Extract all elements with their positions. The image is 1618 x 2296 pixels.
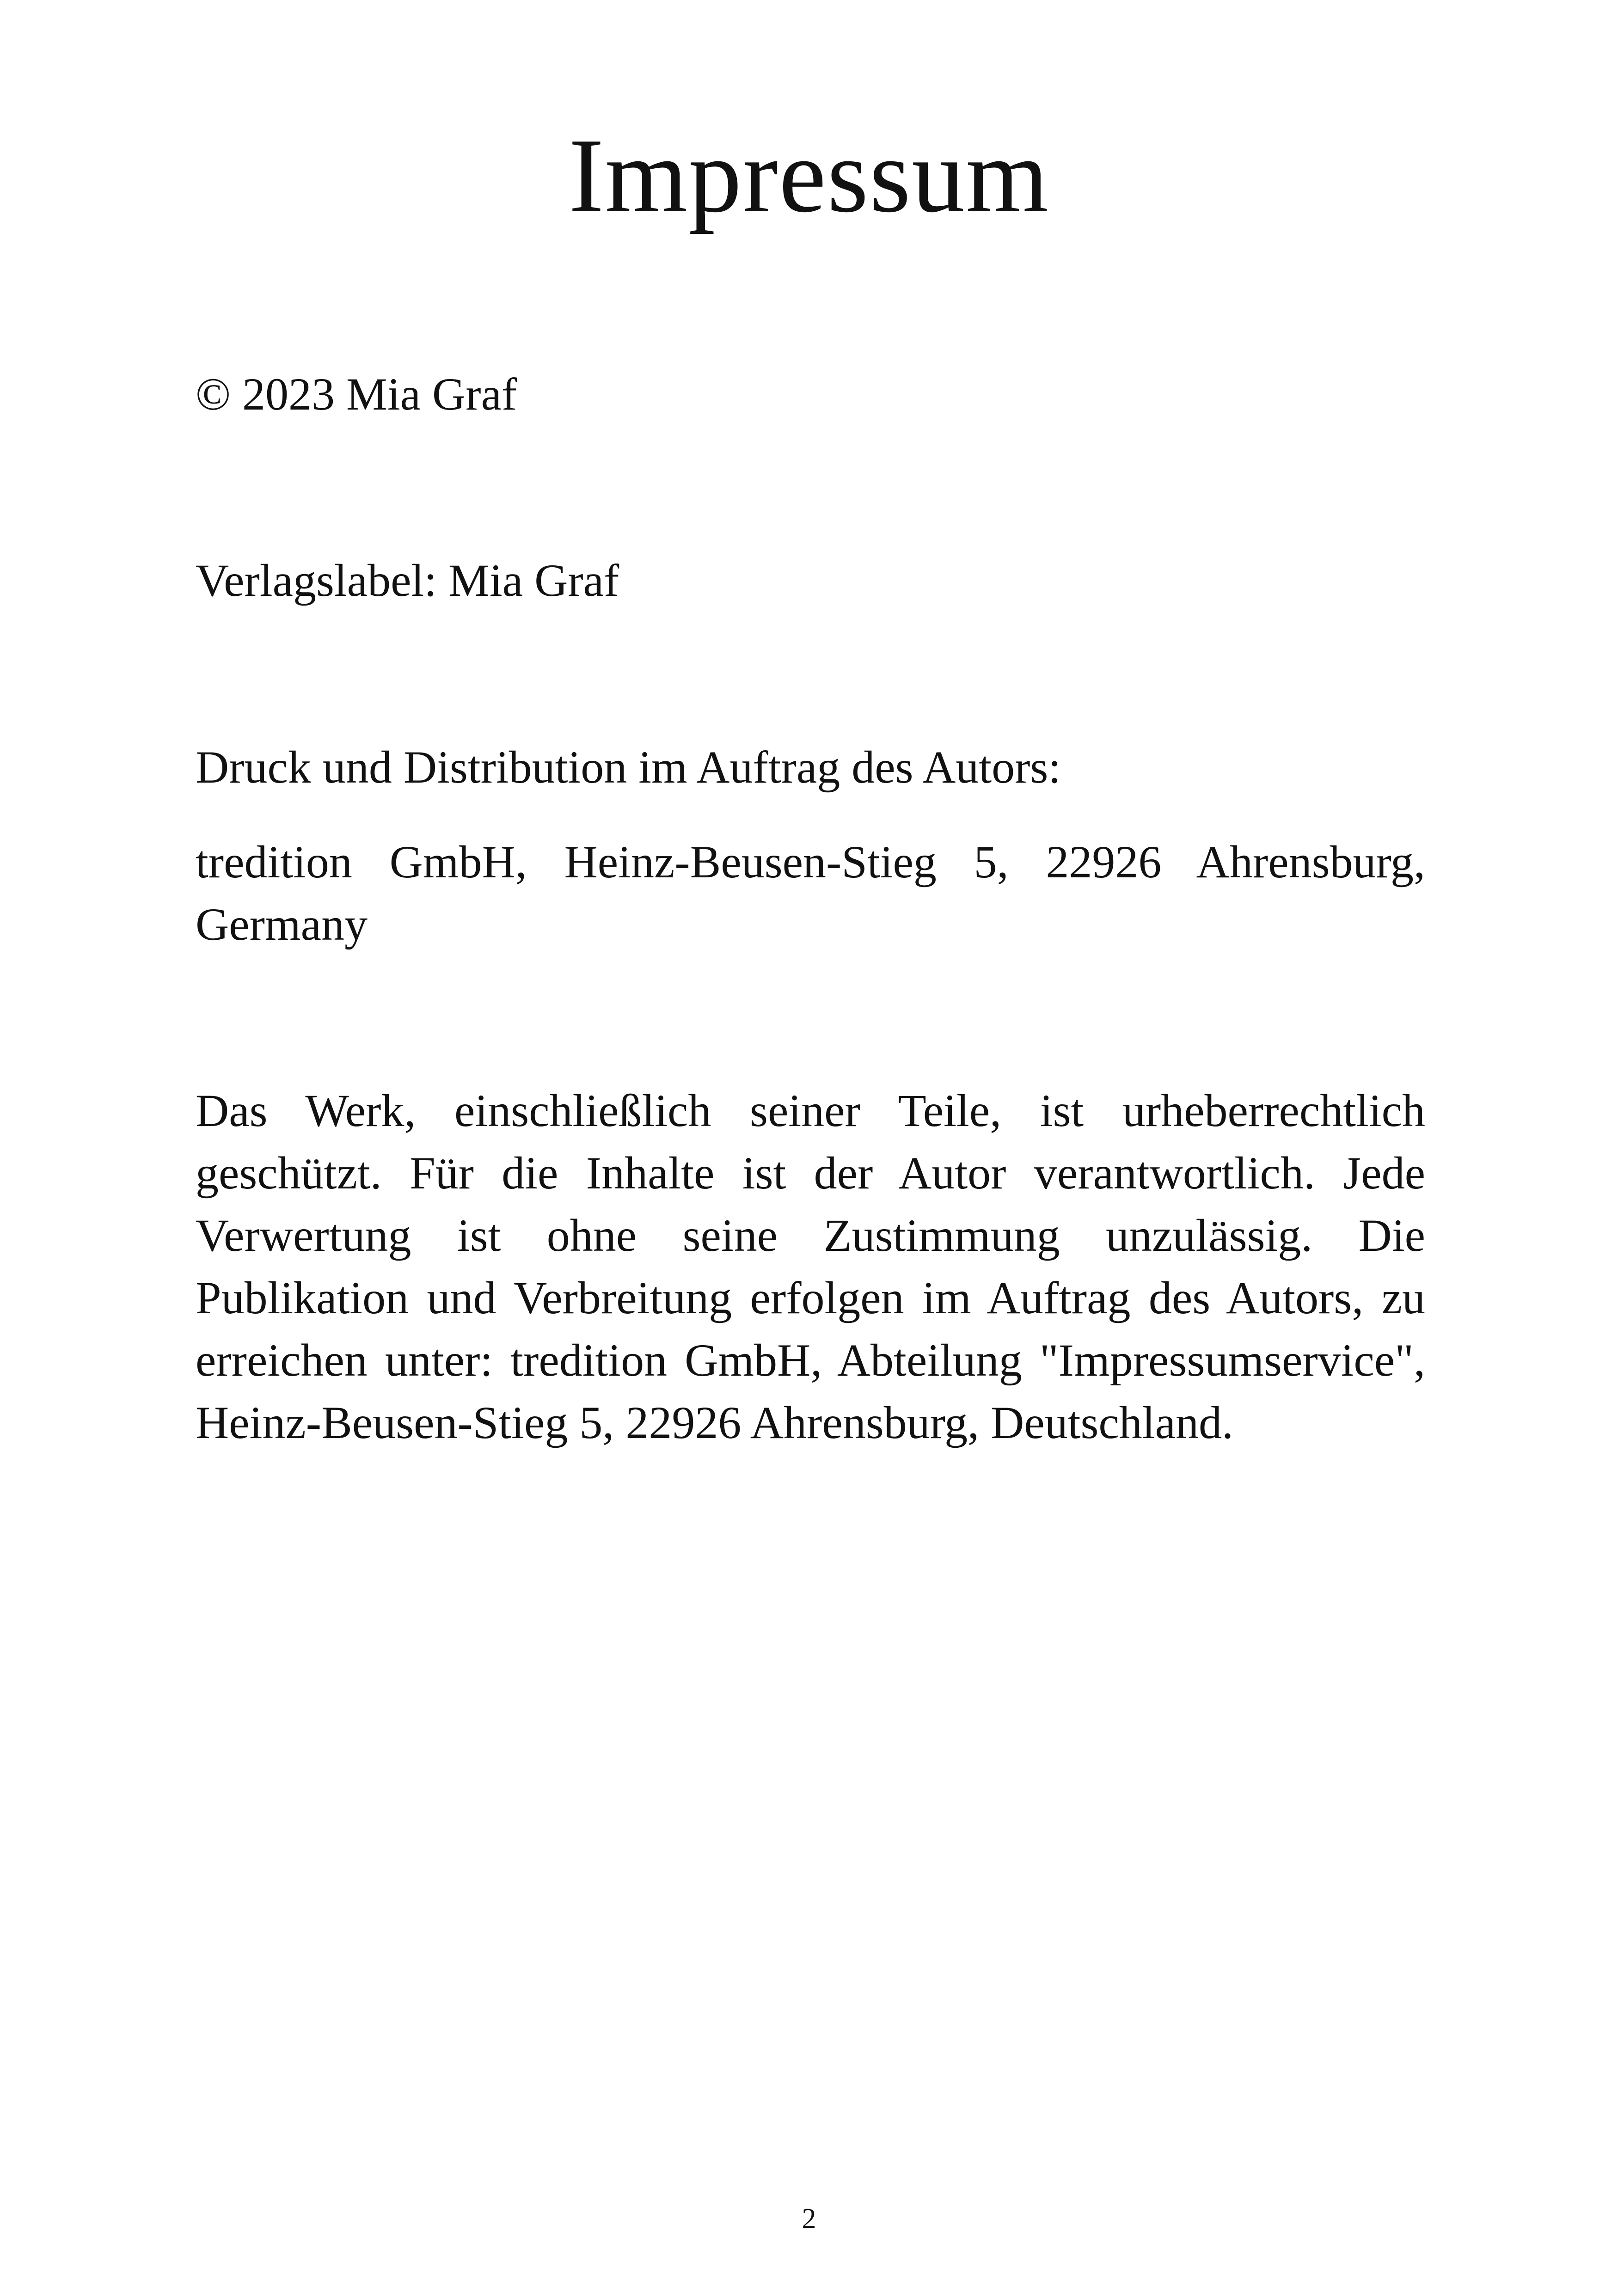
- print-distribution-address: tredition GmbH, Heinz-Beusen-Stieg 5, 22926 Ahrensburg, Germany: [196, 836, 1425, 950]
- print-distribution-heading: Druck und Distribution im Auftrag des Autors:: [196, 741, 1061, 793]
- copyright-notice-paragraph: Das Werk, einschließlich seiner Teile, ist urheberrechtlich geschützt. Für die Inhalte ist der Autor verantwortlich. Jede Verwertung ist ohne seine Zustimmung unzulässig. Die Publikation und Verbreitung erfolgen im Auftrag des Autors, zu erreichen unter: tredition GmbH, Abteilung "Impressumservice", Heinz-Beusen-Stieg 5, 22926 Ahrensburg, Deutschland.: [196, 1085, 1425, 1448]
- publisher-label-line: Verlagslabel: Mia Graf: [196, 555, 619, 606]
- copyright-line: © 2023 Mia Graf: [196, 368, 517, 420]
- page-number: 2: [802, 2203, 816, 2235]
- page-title: Impressum: [568, 116, 1050, 234]
